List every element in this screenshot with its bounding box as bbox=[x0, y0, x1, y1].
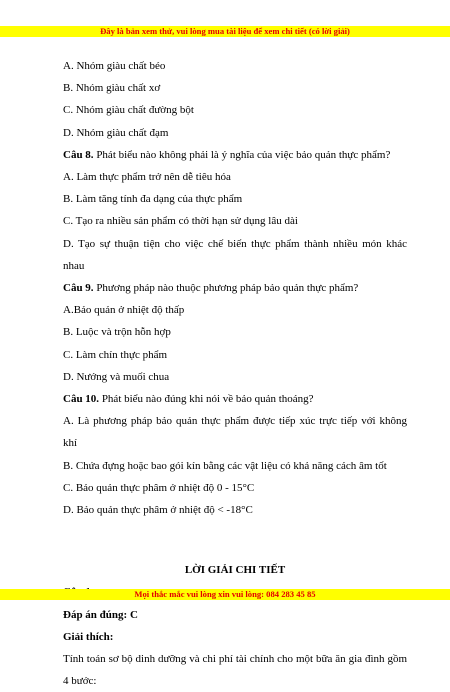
q10-question bbox=[63, 388, 407, 410]
solution-answer: Đáp án đúng: C bbox=[63, 608, 138, 621]
q8-label: Câu 8. bbox=[63, 148, 94, 161]
q10-text: Phát biểu nào đúng khi nói về bảo quản thoáng? bbox=[99, 393, 314, 406]
q9-label: Câu 9. bbox=[63, 282, 94, 295]
q10-label: Câu 10. bbox=[63, 393, 100, 406]
q8-option-a: A. Làm thực phẩm trở nên dễ tiêu hóa bbox=[63, 171, 231, 184]
q7-option-a: A. Nhóm giàu chất béo bbox=[63, 60, 166, 72]
q8-question bbox=[63, 144, 407, 166]
q7-option-c: C. Nhóm giàu chất đường bột bbox=[63, 104, 194, 117]
q9-text: Phương pháp nào thuộc phương pháp bảo quản thực phẩm? bbox=[93, 282, 359, 295]
q10-option-a-line1: A. Là phương pháp bảo quản thực phẩm được tiếp xúc trực tiếp với không bbox=[63, 415, 407, 428]
q8-option-b: B. Làm tăng tính đa dạng của thực phẩm bbox=[63, 193, 243, 206]
q9-option-d: D. Nướng và muối chua bbox=[63, 370, 170, 383]
solution-explain-line2: 4 bước: bbox=[63, 675, 97, 688]
q9-option-b: B. Luộc và trộn hỗn hợp bbox=[63, 326, 171, 339]
q10-option-b: B. Chứa đựng hoặc bao gói kín bằng các vật liệu có khả năng cách âm tốt bbox=[63, 459, 387, 472]
q10-option-d: D. Bảo quản thực phâm ở nhiệt độ < -18°C bbox=[63, 504, 253, 517]
q8-text: Phát biểu nào không phải là ý nghĩa của việc bảo quản thực phẩm? bbox=[93, 148, 391, 161]
q9-option-a: A.Bảo quản ở nhiệt độ thấp bbox=[63, 304, 185, 317]
q9-question bbox=[63, 277, 407, 299]
q8-option-d-line1: D. Tạo sự thuận tiện cho việc chế biến thực phẩm thành nhiều món khác bbox=[63, 237, 407, 250]
q10-option-c: C. Bảo quản thực phâm ở nhiệt độ 0 - 15°C bbox=[63, 481, 255, 494]
solution-explain-line1: Tính toán sơ bộ dinh dưỡng và chi phí tài chính cho một bữa ăn gia đình gồm bbox=[63, 653, 407, 666]
q8-option-d-line2: nhau bbox=[63, 259, 85, 272]
solution-explain-label: Giải thích: bbox=[63, 630, 114, 643]
preview-notice-banner: Đây là bản xem thử, vui lòng mua tài liệu để xem chi tiết (có lời giải) bbox=[0, 26, 450, 37]
q8-option-c: C. Tạo ra nhiều sản phẩm có thời hạn sử dụng lâu dài bbox=[63, 215, 298, 228]
contact-notice-banner: Mọi thắc mắc vui lòng xin vui lòng: 084 283 45 85 bbox=[0, 589, 450, 600]
q9-option-c: C. Làm chín thực phẩm bbox=[63, 348, 168, 361]
q7-option-b: B. Nhóm giàu chất xơ bbox=[63, 82, 161, 95]
q7-option-d: D. Nhóm giàu chất đạm bbox=[63, 126, 169, 139]
solution-heading: LỜI GIẢI CHI TIẾT bbox=[184, 564, 286, 577]
q10-option-a-line2: khí bbox=[63, 437, 78, 450]
